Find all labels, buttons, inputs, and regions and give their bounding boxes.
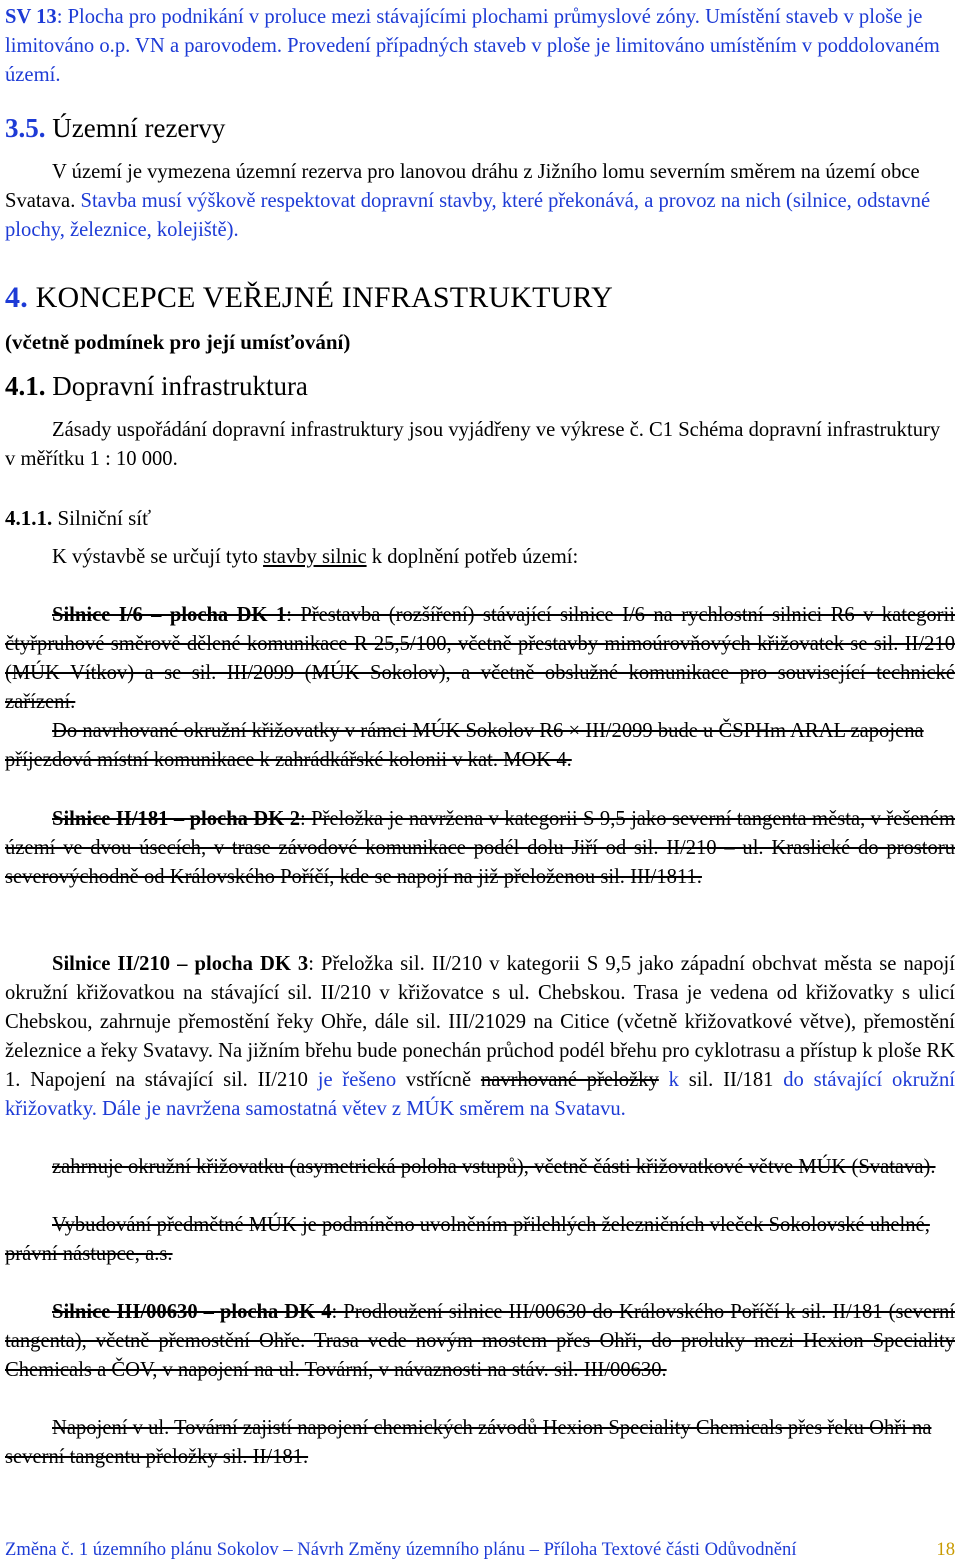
sv13-paragraph [5, 3, 955, 90]
dk2-text: : Přeložka je navržena v kategorii S 9,5 jako severní tangenta města, v řešeném území ve dvou úsecích, v trase závodové komunikace podél dolu Jiří od sil. II/210 – ul. Kraslické do prostoru severovýchodně od Královského Poříčí, kde se napojí na již přeloženou sil. III/1811. [5, 808, 955, 888]
dk3-text-6: sil. II/181 [678, 1069, 784, 1091]
dk2-paragraph [5, 805, 955, 892]
lead-text-b: k doplnění potřeb území: [366, 546, 579, 568]
dk4-label: Silnice III/00630 – plocha DK 4 [52, 1301, 332, 1323]
dk3-text-1: : Přeložka sil. II/210 v kategorii S 9,5 jako západní obchvat města se napojí okružní křižovatkou na stávající sil. II/210 v křižovatce s ul. Chebskou. Trasa je vedena od křižovatky s ulicí Chebskou, zahrnuje přemostění řeky Ohře, dále sil. III/21029 na Citice (včetně křižovatkové větve), přemostění železnice a řeky Svatavy. Na jižním břehu bude ponechán průchod podél břehu pro cyklotrasu a přístup k ploše RK 1. Napojení na stávající sil. II/210 [5, 953, 955, 1091]
section-4-1-1-title: Silniční síť [57, 506, 152, 530]
dk1-paragraph [5, 601, 955, 717]
page-number: 18 [936, 1539, 955, 1560]
page-footer [5, 1538, 955, 1562]
sv13-label: SV 13 [5, 6, 57, 28]
section-4-subtitle: (včetně podmínek pro její umísťování) [5, 330, 351, 354]
dk4-paragraph [5, 1298, 955, 1385]
dk3-strike-paragraph-2: Vybudování předmětné MÚK je podmíněno uvolněním přilehlých železničních vleček Sokolovské uhelné, právní nástupce, a.s. [5, 1214, 930, 1265]
section-4-1-text: Zásady uspořádání dopravní infrastruktury jsou vyjádřeny ve výkrese č. C1 Schéma dopravní infrastruktury v měřítku 1 : 10 000. [5, 419, 941, 470]
section-4-1-number: 4.1. [5, 371, 46, 401]
dk3-text-blue-3: do stávající okružní křižovatky. Dále je navržena samostatná větev z MÚK směrem na Svatavu. [5, 1069, 955, 1120]
dk1-label: Silnice I/6 – plocha DK 1 [52, 604, 287, 626]
dk3-label: Silnice II/210 – plocha DK 3 [52, 953, 309, 975]
section-3-5-text-b: Stavba musí výškově respektovat dopravní stavby, které překonává, a provoz na nich (silnice, odstavné plochy, železnice, kolejiště). [5, 190, 931, 241]
section-4-1-heading [5, 371, 308, 402]
section-4-number: 4. [5, 281, 28, 314]
dk1-paragraph-2: Do navrhované okružní křižovatky v rámci MÚK Sokolov R6 × III/2099 bude u ČSPHm ARAL zapojena příjezdová místní komunikace k zahrádkářské kolonii v kat. MOK 4. [5, 720, 924, 771]
section-4-heading [5, 281, 613, 315]
section-3-5-title: Územní rezervy [52, 113, 226, 143]
stavby-silnic-link[interactable]: stavby silnic [263, 546, 367, 568]
dk3-strike-paragraph-1: zahrnuje okružní křižovatku (asymetrická poloha vstupů), včetně části křižovatkové větve MÚK (Svatava). [52, 1156, 936, 1178]
section-3-5-number: 3.5. [5, 113, 46, 143]
dk4-paragraph-2: Napojení v ul. Tovární zajistí napojení chemických závodů Hexion Speciality Chemicals přes řeku Ohři na severní tangentu přeložky sil. II/181. [5, 1417, 932, 1468]
dk2-label: Silnice II/181 – plocha DK 2 [52, 808, 300, 830]
footer-text: Změna č. 1 územního plánu Sokolov – Návrh Změny územního plánu – Příloha Textové části Odůvodnění [5, 1539, 797, 1560]
section-4-title: KONCEPCE VEŘEJNÉ INFRASTRUKTURY [35, 281, 613, 314]
dk3-paragraph [5, 950, 955, 1124]
section-4-1-title: Dopravní infrastruktura [52, 371, 308, 401]
section-3-5-heading [5, 113, 225, 144]
dk1-text: : Přestavba (rozšíření) stávající silnice I/6 na rychlostní silnici R6 v kategorii čtyřpruhové směrově dělené komunikace R 25,5/100, včetně přestavby mimoúrovňových křižovatek se sil. II/210 (MÚK Vítkov) a se sil. III/2099 (MÚK Sokolov), a včetně obslužné komunikace pro související technické zařízení. [5, 604, 955, 713]
lead-text-a: K výstavbě se určují tyto [52, 546, 264, 568]
section-3-5-text [5, 158, 955, 245]
section-3-5-text-a: V území je vymezena územní rezerva pro lanovou dráhu z Jižního lomu severním směrem na území obce Svatava. [5, 161, 920, 212]
section-4-1-1-number: 4.1.1. [5, 506, 53, 530]
sv13-text: : Plocha pro podnikání v proluce mezi stávajícími plochami průmyslové zóny. Umístění staveb v ploše je limitováno o.p. VN a parovodem. Provedení případných staveb v ploše je limitováno umístěním v poddolovaném území. [5, 6, 940, 86]
section-4-1-1-heading [5, 506, 151, 531]
section-4-1-1-lead [5, 543, 955, 572]
dk3-text-strike: navrhované přeložky [480, 1069, 659, 1091]
dk3-text-blue-1: je řešeno [317, 1069, 397, 1091]
dk4-text: : Prodloužení silnice III/00630 do Královského Poříčí k sil. II/181 (severní tangenta), včetně přemostění Ohře. Trasa vede novým mostem přes Ohři, do proluky mezi Hexion Speciality Chemicals a ČOV, v napojení na ul. Tovární, v návaznosti na stáv. sil. III/00630. [5, 1301, 955, 1381]
dk3-text-blue-2: k [658, 1069, 679, 1091]
dk3-text-3: vstřícně [396, 1069, 481, 1091]
